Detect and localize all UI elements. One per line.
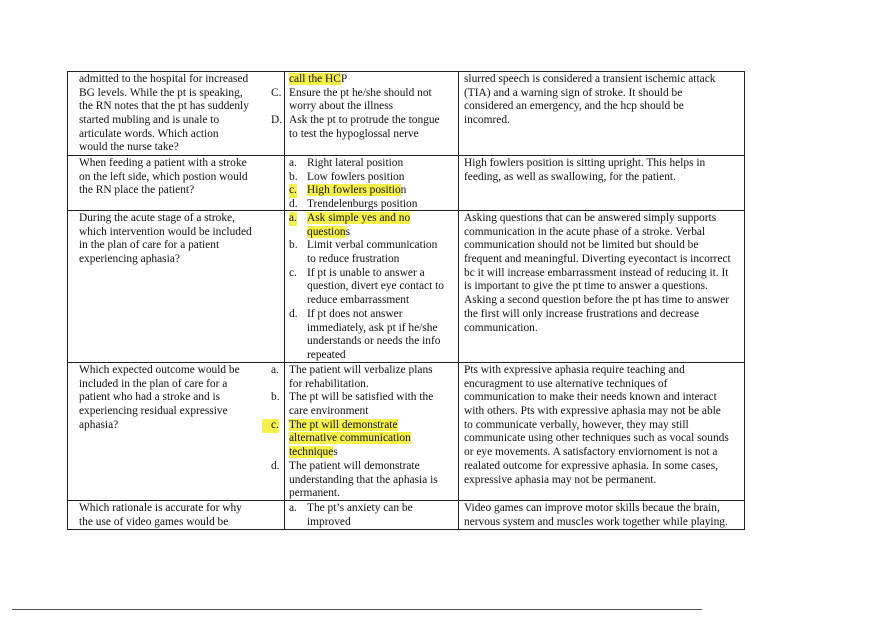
question-line: Which expected outcome would be: [79, 364, 240, 376]
rationale-line: communication.: [464, 321, 538, 334]
answer-text: s: [345, 225, 351, 238]
question-line: the RN notes that the pt has suddenly: [79, 100, 249, 113]
answer-text: The pt’s anxiety can be: [307, 502, 413, 514]
option-marker: C.: [271, 86, 282, 99]
question-line: started mubling and is unale to: [79, 114, 220, 127]
highlighted-answer-text: Ask simple yes and no: [307, 212, 411, 224]
highlighted-answer-text: call the HC: [289, 73, 341, 85]
answer-text: Low fowlers position: [307, 170, 405, 183]
rationale-line: incomred.: [464, 114, 510, 127]
option-marker: d.: [289, 307, 298, 320]
answer-text: understanding that the aphasia is: [289, 473, 438, 486]
rationale-line: Asking questions that can be answered simply supports: [464, 212, 717, 224]
answer-text: understands or needs the info: [307, 335, 441, 348]
rationale-cell: [464, 364, 729, 487]
option-marker: a.: [271, 364, 279, 376]
answer-text: reduce embarrassment: [307, 294, 410, 307]
answer-text: P: [340, 73, 348, 85]
answer-text: Ask the pt to protrude the tongue: [289, 114, 440, 127]
question-line: patient who had a stroke and is: [79, 391, 221, 404]
question-line: would the nurse take?: [79, 141, 179, 154]
highlighted-answer-text: technique: [289, 446, 334, 459]
question-line: included in the plan of care for a: [79, 377, 228, 390]
rationale-line: considered an emergency, and the hcp should be: [464, 100, 684, 113]
question-cell: [79, 212, 252, 267]
answer-text: question, divert eye contact to: [307, 280, 444, 293]
answer-text: The patient will demonstrate: [289, 459, 420, 472]
rationale-line: or eye movements. A satisfactory enviornoment is not a: [464, 446, 718, 459]
option-marker: a.: [289, 157, 297, 169]
question-cell: [79, 157, 248, 198]
option-marker: a.: [289, 502, 297, 514]
answer-text: repeated: [307, 348, 346, 361]
question-line: aphasia?: [79, 418, 119, 431]
option-marker: b.: [289, 239, 298, 252]
question-line: admitted to the hospital for increased: [79, 73, 249, 85]
answer-text: If pt does not answer: [307, 307, 403, 320]
option-marker: c.: [262, 419, 279, 433]
option-marker: a.: [289, 212, 297, 224]
answer-text: Trendelenburgs position: [307, 198, 418, 211]
question-line: BG levels. While the pt is speaking,: [79, 86, 243, 99]
option-marker: c.: [289, 184, 297, 197]
rationale-line: expressive aphasia may not be permanent.: [464, 473, 657, 486]
page-footer-rule: [12, 609, 702, 610]
answer-text: care environment: [289, 405, 369, 418]
question-line: which intervention would be included: [79, 225, 252, 238]
highlighted-answer-text: The pt will demonstrate: [289, 418, 398, 431]
option-marker: d.: [289, 198, 298, 211]
rationale-line: frequent and meaningful. Diverting eyecontact is incorrect: [464, 253, 731, 266]
option-marker: D.: [271, 114, 283, 127]
answer-text: to test the hypoglossal nerve: [289, 127, 419, 140]
rationale-line: High fowlers position is sitting upright. This helps in: [464, 157, 706, 169]
rationale-cell: [464, 502, 728, 529]
rationale-line: is important to give the pt time to answer a questions.: [464, 280, 708, 293]
question-line: During the acute stage of a stroke,: [79, 212, 235, 224]
question-line: articulate words. Which action: [79, 127, 219, 140]
answer-text: Ensure the pt he/she should not: [289, 86, 432, 99]
answer-text: If pt is unable to answer a: [307, 266, 425, 279]
rationale-line: bc it will increase embarrassment instead of reducing it. It: [464, 266, 729, 279]
answer-text: for rehabilitation.: [289, 377, 369, 390]
rationale-line: feeding, as well as swallowing, for the patient.: [464, 170, 676, 183]
question-line: the use of video games would be: [79, 515, 229, 528]
answer-text: Limit verbal communication: [307, 239, 438, 252]
question-line: in the plan of care for a patient: [79, 239, 220, 252]
question-line: the RN place the patient?: [79, 184, 195, 197]
rationale-line: communication to make their needs known and interact: [464, 391, 717, 404]
rationale-line: Pts with expressive aphasia require teaching and: [464, 364, 685, 376]
answer-text: immediately, ask pt if he/she: [307, 321, 438, 334]
answer-text: The patient will verbalize plans: [289, 364, 433, 376]
answer-text: worry about the illness: [289, 100, 394, 113]
highlighted-answer-text: question: [307, 225, 346, 238]
highlighted-answer-text: alternative communication: [289, 432, 411, 445]
question-line: on the left side, which postion would: [79, 170, 248, 183]
answer-text: Right lateral position: [307, 157, 404, 169]
rationale-cell: [464, 157, 705, 184]
rationale-line: communication should not be limited but should be: [464, 239, 699, 252]
option-marker: b.: [271, 391, 280, 404]
rationale-cell: [464, 212, 731, 335]
rationale-line: realated outcome for expressive aphasia. In some cases,: [464, 459, 718, 472]
rationale-line: communicate using other techniques such as vocal sounds: [464, 432, 729, 445]
question-cell: [79, 364, 240, 432]
option-marker: c.: [289, 266, 297, 279]
answer-text: improved: [307, 515, 351, 528]
rationale-line: the first will only increase frustrations and decrease: [464, 307, 700, 320]
answer-text: The pt will be satisfied with the: [289, 391, 434, 404]
rationale-line: encuragment to use alternative techniques of: [464, 377, 668, 390]
rationale-line: nervous system and muscles work together while playing.: [464, 515, 728, 528]
question-line: When feeding a patient with a stroke: [79, 157, 247, 169]
answer-text: to reduce frustration: [307, 253, 400, 266]
rationale-line: (TIA) and a warning sign of stroke. It should be: [464, 86, 683, 99]
question-line: experiencing aphasia?: [79, 253, 180, 266]
rationale-line: with others. Pts with expressive aphasia may not be able: [464, 405, 721, 418]
rationale-line: Video games can improve motor skills becaue the brain,: [464, 502, 720, 514]
option-marker: b.: [289, 170, 298, 183]
answer-text: s: [333, 446, 338, 459]
rationale-line: to communicate verbally, however, they may still: [464, 418, 689, 431]
question-cell: [79, 73, 249, 155]
answer-text: permanent.: [289, 487, 340, 500]
question-line: experiencing residual expressive: [79, 405, 228, 418]
highlighted-answer-text: High fowlers positio: [307, 184, 401, 197]
rationale-cell: [464, 73, 715, 128]
option-marker: d.: [271, 459, 280, 472]
rationale-line: communication in the acute phase of a stroke. Verbal: [464, 225, 706, 238]
question-cell: [79, 502, 242, 529]
answer-text: n: [400, 184, 407, 197]
rationale-line: slurred speech is considered a transient ischemic attack: [464, 73, 716, 85]
rationale-line: Asking a second question before the pt has time to answer: [464, 294, 730, 307]
question-line: Which rationale is accurate for why: [79, 502, 242, 514]
